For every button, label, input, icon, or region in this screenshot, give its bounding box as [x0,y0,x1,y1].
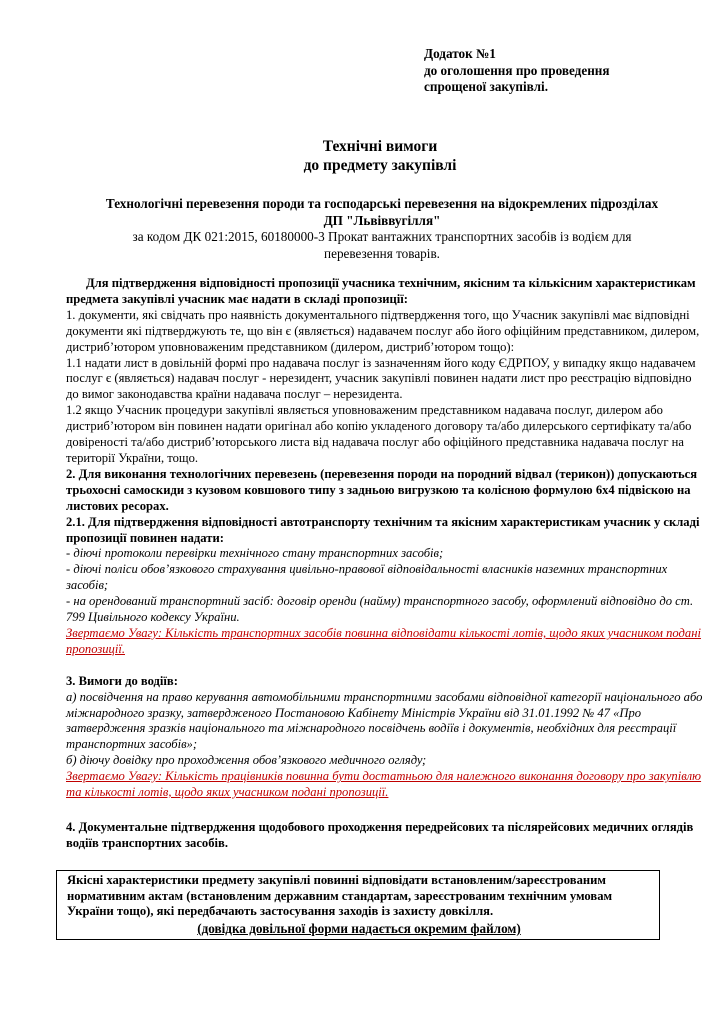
section3-heading: 3. Вимоги до водіїв: [66,673,178,688]
document-title [60,137,700,175]
appendix-number: Додаток №1 [424,46,496,61]
section1-item-1: 1. документи, які свідчать про наявність документального підтвердження того, що Учасник закупівлі має відповідні документи які підтверджують те, що він є (являється) надавачем послуг або його офіційним представником, дилером, дистриб’ютором уповноваженим представником (дилером, дистриб’ютором тощо): [66,307,700,354]
appendix-header [424,46,704,96]
section1-intro: Для підтвердження відповідності пропозиції учасника технічним, якісним та кількісним характеристикам предмета закупівлі учасник має надати в складі пропозиції: [66,276,696,306]
procurement-subject [60,196,704,262]
section4-text: 4. Документальне підтвердження щодобового проходження передрейсових та післярейсових медичних оглядів водіїв транспортних засобів. [66,820,694,850]
section1-item-1-2: 1.2 якщо Учасник процедури закупівлі являється уповноваженим представником надавача послуг, дилером або дистриб’ютором він повинен надати оригінал або копію укладеного договору та/або дилерського сертифікату та/або довіреності та/або дистриб’юторського листа від надавача послуг або офіційного представника надавача послуг на території України, тощо. [66,403,692,465]
title-line-1: Технічні вимоги [322,138,438,155]
section2-text: 2. Для виконання технологічних перевезень (перевезення породи на породний відвал (терикон)) допускаються трьохосні самоскиди з кузовом ковшового типу з задньою вигрузкою та колісною формулою 6х4 підвіскою на листових ресорах. [66,466,698,513]
subject-company: ДП "Львіввугілля" [323,212,441,228]
appendix-reference-cont: спрощеної закупівлі. [424,79,548,95]
appendix-reference: до оголошення про проведення [424,62,610,78]
section3-warning: Звертаємо Увагу: Кількість працівників повинна бути достатньою для належного виконання договору про закупівлю та кількості лотів, щодо яких учасником подані пропозиції. [66,769,702,800]
spacer [66,658,706,674]
section1-item-1-1: 1.1 надати лист в довільній формі про надавача послуг із зазначенням його коду ЄДРПОУ, у випадку якщо надавачем послуг є (являється) надавач послуг - нерезидент, учасник закупівлі повинен надати лист про реєстрацію відповідно до вимог законодавства країни надавача послуг – нерезидента. [66,355,696,402]
section2-list-item: - діючі поліси обов’язкового страхування цивільно-правової відповідальності власників наземних транспортних засобів; [66,562,668,593]
spacer [66,801,706,820]
section3-item-b: б) діючу довідку про проходження обов’язкового медичного огляду; [66,753,427,768]
requirements-body [66,276,706,852]
box-text: Якісні характеристики предмету закупівлі повинні відповідати встановленим/зареєстрованим нормативним актам (встановленим державним стандартам, зареєстрованим технічним умовам України тощо), які передбачають застосування заходів із захисту довкілля. [67,873,613,919]
section2-list-item: - на орендований транспортний засіб: договір оренди (найму) транспортного засобу, оформлений відповідно до ст. 799 Цивільного кодексу України. [66,594,694,625]
subject-code-cont: перевезення товарів. [324,245,440,261]
subject-name: Технологічні перевезення породи та господарські перевезення на відокремлених підрозділах [105,196,659,211]
subject-code: за кодом ДК 021:2015, 60180000-3 Прокат вантажних транспортних засобів із водієм для [132,229,632,245]
section3-item-a: а) посвідчення на право керування автомобільними транспортними засобами відповідної категорії національного або міжнародного зразку, затвердженого Постановою Кабінету Міністрів України від 31.01.1992 № 47 «Про затвердження зразків національного та міжнародного посвідчень водіїв і документів, необхідних для реєстрації транспортних засобів»; [66,689,703,752]
box-note: (довідка довільної форми надається окремим файлом) [197,921,521,937]
section2-warning: Звертаємо Увагу: Кількість транспортних засобів повинна відповідати кількості лотів, щодо яких учасником подані пропозиції. [66,625,701,656]
title-line-2: до предмету закупівлі [303,157,457,174]
environment-requirements-box [56,870,660,940]
section2-list-item: - діючі протоколи перевірки технічного стану транспортних засобів; [66,546,444,561]
section2-1-text: 2.1. Для підтвердження відповідності автотранспорту технічним та якісним характеристикам учасник у складі пропозиції повинен надати: [66,514,700,545]
